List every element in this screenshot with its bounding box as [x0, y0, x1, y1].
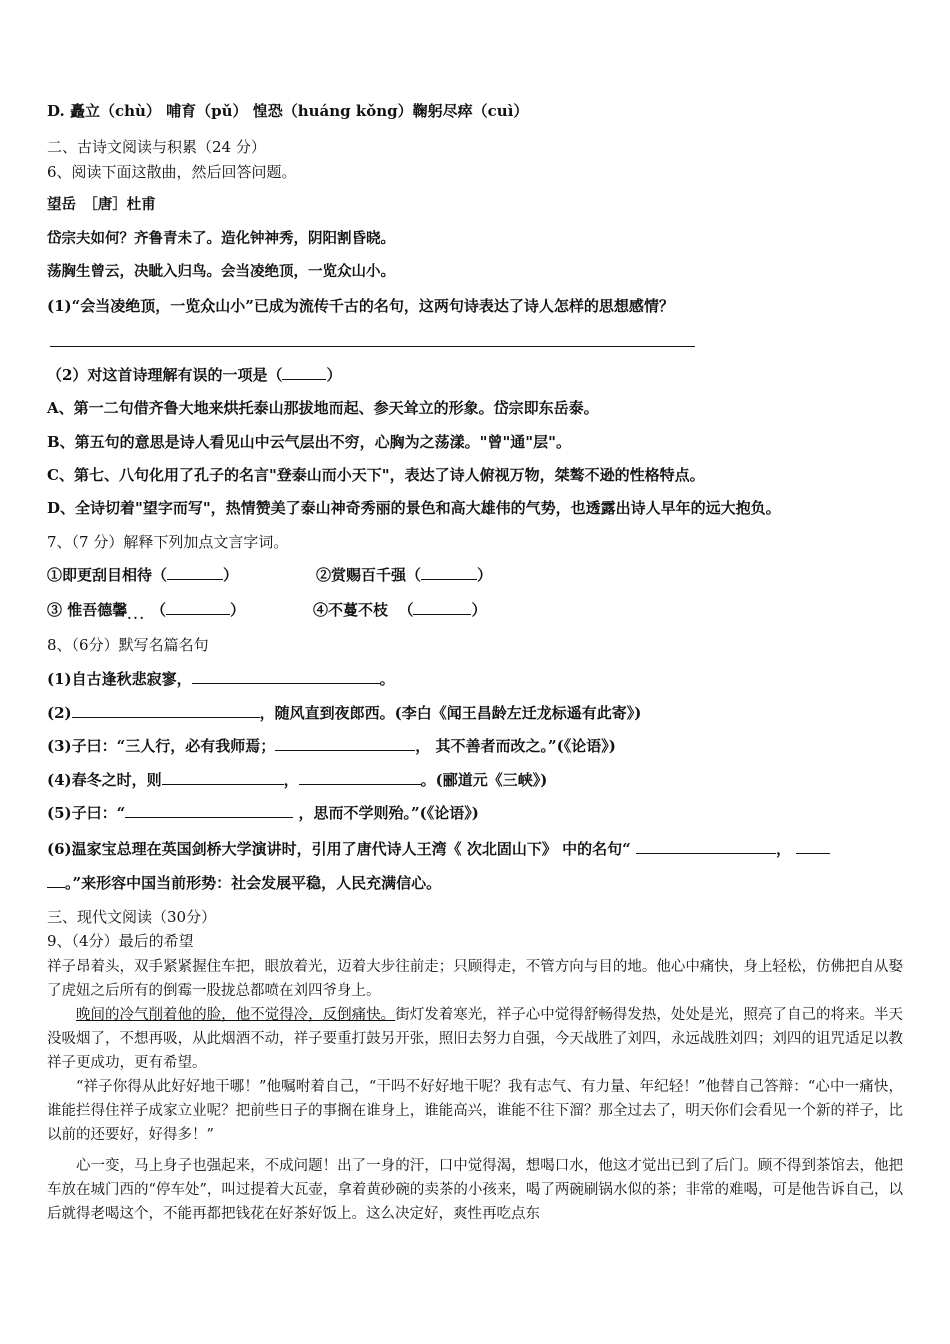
q6-sub2-pre: （2）对这首诗理解有误的一项是（ — [47, 366, 283, 384]
q6-option-c: C、第七、八句化用了孔子的名言"登泰山而小天下"，表达了诗人俯视万物，桀骜不逊的性格特点。 — [47, 466, 705, 484]
q8-line-5-a: (5)子曰：“ — [47, 804, 126, 822]
q6-sub2 — [47, 365, 341, 385]
q7-close-paren: ） — [230, 601, 246, 619]
q8-line-1-b: 。 — [379, 670, 395, 688]
q5-option-d — [47, 101, 528, 121]
q7-item-2-text: ②赏赐百千强（ — [316, 566, 422, 584]
q8-line-5-b: ，思而不学则殆。”(《论语》) — [298, 804, 479, 822]
section2-heading: 二、古诗文阅读与积累（24 分） — [47, 138, 266, 156]
q7-item-3-text: ③ 惟吾德馨 — [47, 601, 128, 619]
q7-open-paren: （ — [151, 601, 167, 619]
passage-paragraph-4: 心一变，马上身子也强起来，不成问题！出了一身的汗，口中觉得渴，想喝口水，他这才觉出已到了后门。顾不得到茶馆去，他把车放在城门西的“停车处”，叫过提着大瓦壶，拿着黄砂碗的卖茶的小孩来，喝了两碗刷锅水似的茶；非常的难喝，可是他告诉自己，以后就得老喝这个，不能再都把钱花在好茶好饭上。这么决定好，爽性再吃点东 — [47, 1158, 903, 1222]
answer-blank[interactable] — [125, 803, 293, 818]
q7-item-4 — [313, 600, 487, 620]
q8-line-1 — [47, 669, 395, 689]
q7-close-paren: ） — [477, 566, 493, 584]
answer-blank[interactable] — [796, 839, 830, 854]
answer-blank[interactable] — [72, 703, 260, 718]
answer-blank[interactable] — [167, 565, 223, 580]
answer-line — [50, 346, 695, 347]
answer-blank[interactable] — [413, 600, 471, 615]
q8-line-1-a: (1)自古逢秋悲寂寥， — [47, 670, 192, 688]
answer-blank[interactable] — [299, 770, 421, 785]
answer-blank[interactable] — [275, 736, 415, 751]
answer-blank[interactable] — [47, 873, 65, 888]
q8-line-6-c: 。”来形容中国当前形势：社会发展平稳，人民充满信心。 — [65, 874, 442, 892]
q7-item-1 — [47, 565, 238, 585]
q8-line-6-a: (6)温家宝总理在英国剑桥大学演讲时，引用了唐代诗人王湾《 次北固山下》 中的名句“ — [47, 840, 631, 858]
q7-item-3 — [47, 600, 245, 625]
paragraph-2-rest: 街灯发着寒光，祥子心中觉得舒畅得发热，处处是光，照亮了自己的将来。半天没吸烟了，不想再吸，从此烟酒不动，祥子要重打鼓另开张，照旧去努力自强，今天战胜了刘四，永远战胜刘四；刘四的诅咒适足以教祥子更成功，更有希望。 — [47, 1007, 904, 1071]
q7-close-paren: ） — [471, 601, 487, 619]
q8-line-6-cont — [47, 873, 441, 893]
q8-line-6 — [47, 839, 830, 859]
q8-line-4 — [47, 770, 547, 790]
q8-line-3-b: ， 其不善者而改之。”(《论语》) — [415, 737, 616, 755]
answer-blank[interactable] — [166, 600, 230, 615]
q8-line-6-b: ， — [775, 840, 791, 858]
q9-prompt: 9、（4分）最后的希望 — [47, 932, 194, 950]
q7-close-paren: ） — [223, 566, 239, 584]
q8-line-4-c: 。(郦道元《三峡》) — [420, 771, 548, 789]
underlined-sentence: 晚间的冷气削着他的脸，他不觉得冷，反倒痛快。 — [76, 1007, 396, 1023]
emphasis-dots: ... — [127, 608, 146, 622]
q8-line-4-a: (4)春冬之时，则 — [47, 771, 162, 789]
q8-line-4-b: ， — [283, 771, 299, 789]
q8-line-2-b: ，随风直到夜郎西。(李白《闻王昌龄左迁龙标遥有此寄》) — [259, 704, 642, 722]
q8-line-2-a: (2) — [47, 704, 72, 722]
passage-paragraph-1: 祥子昂着头，双手紧紧握住车把，眼放着光，迈着大步往前走；只顾得走，不管方向与目的地。他心中痛快，身上轻松，仿佛把自从娶了虎妞之后所有的倒霉一股拢总都喷在刘四爷身上。 — [47, 959, 903, 999]
answer-blank[interactable] — [421, 565, 477, 580]
answer-blank[interactable] — [282, 365, 326, 380]
q6-option-b: B、第五句的意思是诗人看见山中云气层出不穷，心胸为之荡漾。"曾"通"层"。 — [47, 433, 571, 451]
q7-prompt: 7、（7 分）解释下列加点文言字词。 — [47, 533, 289, 551]
q6-option-d: D、全诗切着"望字而写"，热情赞美了泰山神奇秀丽的景色和高大雄伟的气势，也透露出诗人早年的远大抱负。 — [47, 499, 781, 517]
answer-blank[interactable] — [192, 669, 380, 684]
q8-line-3-a: (3)子曰：“三人行，必有我师焉； — [47, 737, 276, 755]
q7-item-4-text: ④不蔓不枝 — [313, 601, 389, 619]
q7-open-paren: （ — [398, 601, 414, 619]
q6-option-a: A、第一二句借齐鲁大地来烘托泰山那拔地而起、参天耸立的形象。岱宗即东岳泰。 — [47, 399, 599, 417]
q6-sub1: (1)“会当凌绝顶，一览众山小”已成为流传千古的名句，这两句诗表达了诗人怎样的思想感情？ — [47, 297, 674, 315]
q8-line-3 — [47, 736, 616, 756]
q8-prompt: 8、（6分）默写名篇名句 — [47, 636, 209, 654]
q5-option-d-text: 矗立（chù） 哺育（pǔ） 惶恐（huáng kǒng）鞠躬尽瘁（cuì） — [69, 102, 529, 120]
q8-line-5 — [47, 803, 479, 823]
poem-line-2: 荡胸生曾云，决眦入归鸟。会当凌绝顶，一览众山小。 — [47, 264, 395, 280]
answer-blank[interactable] — [162, 770, 284, 785]
passage-paragraph-2 — [47, 1003, 903, 1075]
answer-blank[interactable] — [636, 839, 776, 854]
q6-sub2-post: ） — [326, 366, 342, 384]
section3-heading: 三、现代文阅读（30分） — [47, 908, 217, 926]
q7-item-2 — [316, 565, 492, 585]
passage-paragraph-3: “祥子你得从此好好地干哪！”他嘱咐着自己，“干吗不好好地干呢？我有志气、有力量、年纪轻！”他替自己答辩：“心中一痛快，谁能拦得住祥子成家立业呢？把前些日子的事搁在谁身上，谁能高兴，谁能不往下溜？那全过去了，明天你们会看见一个新的祥子，比以前的还要好，好得多！” — [47, 1079, 903, 1143]
q7-item-1-text: ①即更刮目相待（ — [47, 566, 168, 584]
q8-line-2 — [47, 703, 641, 723]
q6-prompt: 6、阅读下面这散曲，然后回答问题。 — [47, 163, 297, 181]
q5-option-d-label: D. — [47, 102, 65, 120]
poem-line-1: 岱宗夫如何？齐鲁青未了。造化钟神秀，阴阳割昏晓。 — [47, 231, 395, 247]
poem-title: 望岳 ［唐］杜甫 — [47, 197, 156, 213]
